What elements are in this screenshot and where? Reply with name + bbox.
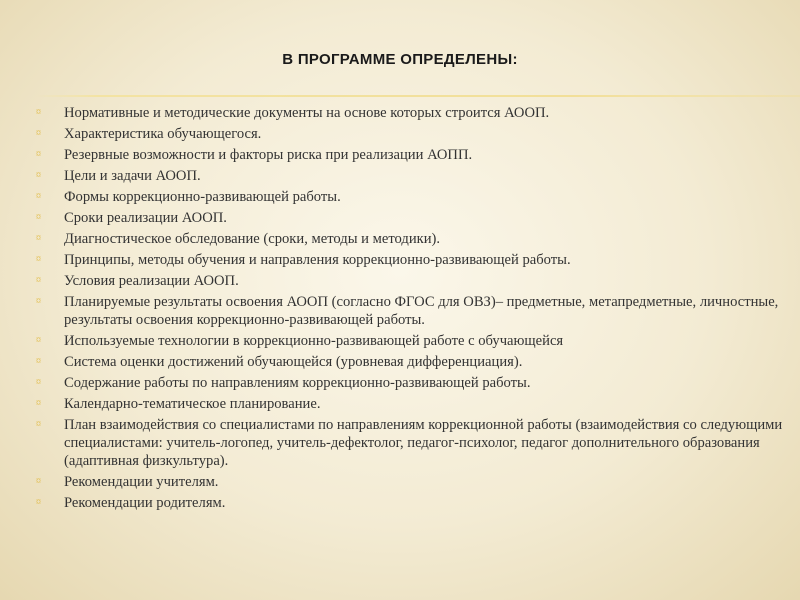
list-item-text: Цели и задачи АООП. [64,168,201,184]
list-item [36,251,786,269]
list-item-text: Календарно-тематическое планирование. [64,396,321,412]
list-item-text: Рекомендации учителям. [64,474,219,490]
list-item-text: Формы коррекционно-развивающей работы. [64,189,341,205]
list-item [36,416,786,470]
slide-title: В ПРОГРАММЕ ОПРЕДЕЛЕНЫ: [282,51,518,68]
bullet-icon: ¤ [36,335,41,346]
list-item [36,209,786,227]
bullet-icon: ¤ [36,296,41,307]
bullet-icon: ¤ [36,254,41,265]
bullet-icon: ¤ [36,398,41,409]
list-item [36,146,786,164]
list-item [36,104,786,122]
bullet-icon: ¤ [36,107,41,118]
bullet-icon: ¤ [36,233,41,244]
bullet-icon: ¤ [36,128,41,139]
list-item-text: План взаимодействия со специалистами по направлениям коррекционной работы (взаимодействия со следующими специалистами: учитель-логопед, учитель-дефектолог, педагог-психолог, педагог дополнительного образования (адаптивная физкультура). [64,417,783,469]
list-item [36,332,786,350]
bullet-icon: ¤ [36,497,41,508]
bullet-icon: ¤ [36,419,41,430]
list-item [36,293,786,329]
bullet-icon: ¤ [36,149,41,160]
list-item-text: Содержание работы по направлениям коррекционно-развивающей работы. [64,375,531,391]
list-item-text: Диагностическое обследование (сроки, методы и методики). [64,231,441,247]
title-divider [36,95,800,97]
list-item-text: Характеристика обучающегося. [64,126,262,142]
bullet-icon: ¤ [36,356,41,367]
list-item [36,272,786,290]
list-item [36,473,786,491]
list-item-text: Используемые технологии в коррекционно-развивающей работе с обучающейся [64,333,564,349]
list-item-text: Принципы, методы обучения и направления коррекционно-развивающей работы. [64,252,571,268]
list-item [36,188,786,206]
bullet-icon: ¤ [36,275,41,286]
list-item-text: Условия реализации АООП. [64,273,239,289]
list-item-text: Планируемые результаты освоения АООП (согласно ФГОС для ОВЗ)– предметные, метапредметные, личностные, результаты освоения коррекционно-развивающей работы. [64,294,779,328]
list-item [36,374,786,392]
list-item [36,395,786,413]
program-items-list [36,104,786,515]
list-item [36,230,786,248]
bullet-icon: ¤ [36,377,41,388]
list-item-text: Система оценки достижений обучающейся (уровневая дифференциация). [64,354,523,370]
bullet-icon: ¤ [36,191,41,202]
bullet-icon: ¤ [36,476,41,487]
list-item [36,167,786,185]
bullet-icon: ¤ [36,212,41,223]
list-item-text: Сроки реализации АООП. [64,210,227,226]
list-item-text: Нормативные и методические документы на основе которых строится АООП. [64,105,550,121]
list-item [36,494,786,512]
bullet-icon: ¤ [36,170,41,181]
list-item [36,125,786,143]
list-item [36,353,786,371]
list-item-text: Резервные возможности и факторы риска при реализации АОПП. [64,147,473,163]
list-item-text: Рекомендации родителям. [64,495,226,511]
